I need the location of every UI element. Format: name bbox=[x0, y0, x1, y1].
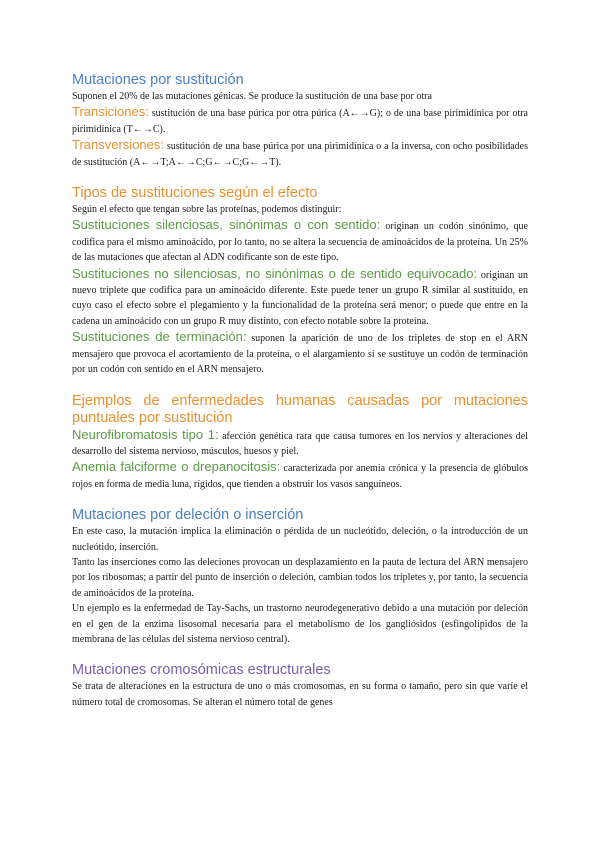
paragraph-no-silenciosas bbox=[72, 266, 528, 330]
section-title-delecion: Mutaciones por deleción o inserción bbox=[72, 507, 304, 524]
term-no-silenciosas: Sustituciones no silenciosas, no sinónimas o de sentido equivocado: bbox=[72, 265, 478, 281]
paragraph-intro-sustitucion: Suponen el 20% de las mutaciones génicas. Se produce la sustitución de una base por otra bbox=[72, 91, 432, 102]
section-title-cromosomicas: Mutaciones cromosómicas estructurales bbox=[72, 662, 331, 679]
text-neurofibromatosis: afección genética rara que causa tumores en los nervios y alteraciones del desarrollo del sistema nervioso, músculos, huesos y piel. bbox=[72, 430, 528, 457]
term-terminacion: Sustituciones de terminación: bbox=[72, 329, 247, 345]
section-title-ejemplos: Ejemplos de enfermedades humanas causadas por mutaciones puntuales por sustitución bbox=[72, 392, 528, 426]
term-transversiones: Transversiones: bbox=[72, 137, 164, 153]
paragraph-cromosomicas: Se trata de alteraciones en la estructura de uno o más cromosomas, en su forma o tamaño, pero sin que varíe el número total de cromosomas. Se alteran el número total de genes bbox=[72, 681, 528, 708]
paragraph-transversiones bbox=[72, 137, 528, 170]
text-anemia: caracterizada por anemia crónica y la presencia de glóbulos rojos en forma de media luna, rígidos, que tienden a obstruir los vasos sanguíneos. bbox=[72, 463, 528, 490]
section-title-tipos: Tipos de sustituciones según el efecto bbox=[72, 185, 318, 202]
paragraph-delecion-2: Tanto las inserciones como las deleciones provocan un desplazamiento en la pauta de lectura del ARN mensajero por los ribosomas; a partir del punto de inserción o deleción, cambian todos los tripletes y, por tanto, la secuencia de aminoácidos de la proteína. bbox=[72, 556, 528, 599]
term-transiciones: Transiciones: bbox=[72, 104, 149, 120]
paragraph-transiciones bbox=[72, 104, 528, 137]
term-silenciosas: Sustituciones silenciosas, sinónimas o con sentido: bbox=[72, 217, 381, 233]
text-silenciosas: originan un codón sinónimo, que codifica para el mismo aminoácido, por lo tanto, no se altera la secuencia de aminoácidos de la proteína. Un 25% de las mutaciones que afectan al ADN codificante son de este tipo. bbox=[72, 221, 528, 264]
paragraph-delecion-1: En este caso, la mutación implica la eliminación o pérdida de un nucleótido, deleción, o la introducción de un nucleótido, inserción. bbox=[72, 526, 528, 553]
paragraph-anemia bbox=[72, 459, 528, 492]
term-anemia: Anemia falciforme o drepanocitosis: bbox=[72, 459, 281, 475]
section-title-sustitucion: Mutaciones por sustitución bbox=[72, 72, 244, 88]
paragraph-intro-tipos: Según el efecto que tengan sobre las proteínas, podemos distinguir: bbox=[72, 204, 342, 216]
text-transversiones: sustitución de una base púrica por una pirimidínica o a la inversa, con ocho posibilidades de sustitución (A←→T;A←→C;G←→C;G←→T). bbox=[72, 141, 528, 168]
text-terminacion: suponen la aparición de uno de los tripletes de stop en el ARN mensajero que provoca el acortamiento de la proteína, o el alargamiento si se sustituye un codón de terminación por un codón con sentido en el ARN mensajero. bbox=[72, 333, 528, 376]
term-neurofibromatosis: Neurofibromatosis tipo 1: bbox=[72, 426, 219, 442]
paragraph-silenciosas bbox=[72, 217, 528, 265]
text-no-silenciosas: originan un nuevo triplete que codifica para un aminoácido diferente. Este puede tener un grupo R similar al sustituido, en cuyo caso el efecto sobre el plegamiento y la funcionalidad de la proteína será menor; o puede que entre en la cadena un aminoácido con un grupo R muy distinto, con efecto notable sobre la proteína. bbox=[72, 269, 529, 327]
paragraph-terminacion bbox=[72, 329, 528, 377]
paragraph-neurofibromatosis bbox=[72, 427, 528, 460]
text-transiciones: sustitución de una base púrica por otra púrica (A←→G); o de una base pirimidínica por otra pirimidínica (T←→C). bbox=[72, 108, 528, 135]
paragraph-delecion-3: Un ejemplo es la enfermedad de Tay-Sachs, un trastorno neurodegenerativo debido a una mutación por deleción en el gen de la enzima lisosomal necesaria para el metabolismo de los gangliósidos (esfingolípidos de la membrana de las células del sistema nervioso central). bbox=[72, 603, 528, 645]
